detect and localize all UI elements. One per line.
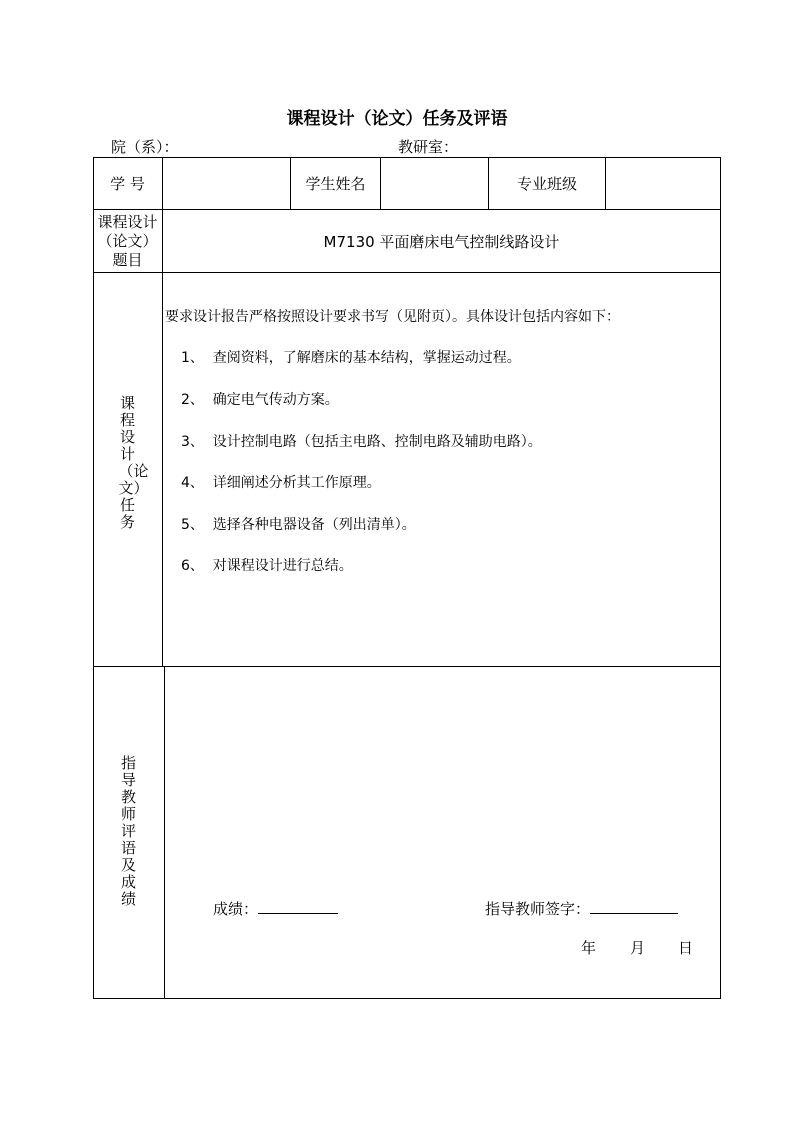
task-intro: 要求设计报告严格按照设计要求书写（见附页）。具体设计包括内容如下： [165,309,620,325]
signature-field[interactable] [590,898,678,914]
topic-value: M7130 平面磨床电气控制线路设计 [323,232,560,251]
task-label-cell [93,273,162,666]
class-field[interactable] [606,158,720,209]
college-label: 院（系）： [111,138,179,156]
topic-label-line: 题目 [112,250,143,269]
student-id-field[interactable] [163,158,290,209]
task-item: 4、 详细阐述分析其工作原理。 [181,475,381,491]
student-name-field[interactable] [381,158,488,209]
task-item: 2、 确定电气传动方案。 [181,392,339,408]
topic-label-line: （论文） [97,231,158,250]
score-row [213,898,338,919]
score-label: 成绩： [213,900,259,918]
document-title: 课程设计（论文）任务及评语 [286,109,508,129]
task-item: 1、 查阅资料，了解磨床的基本结构，掌握运动过程。 [181,350,521,366]
evaluation-label: 指导教师评语及成绩 [120,754,136,908]
class-label: 专业班级 [516,175,577,193]
table-border-right [720,157,721,999]
date-day: 日 [678,939,694,957]
student-name-label: 学生姓名 [305,175,366,193]
task-item: 6、 对课程设计进行总结。 [181,558,353,574]
label-column-divider [164,666,165,999]
table-row-divider [93,272,721,273]
signature-label: 指导教师签字： [485,900,591,918]
evaluation-label-cell [93,667,164,998]
task-item: 3、 设计控制电路（包括主电路、控制电路及辅助电路）。 [181,434,542,450]
signature-row [485,898,678,919]
score-field[interactable] [258,898,338,914]
date-month: 月 [630,939,646,957]
task-label: 课程设计（论文）任务 [118,393,149,531]
student-id-label: 学 号 [110,175,145,193]
table-border-bottom [93,998,721,999]
office-label: 教研室： [398,138,459,156]
topic-label-line: 课程设计 [97,212,158,231]
topic-label [93,210,162,272]
task-item: 5、 选择各种电器设备（列出清单）。 [181,517,416,533]
table-row-divider [93,666,721,667]
date-year: 年 [581,939,597,957]
